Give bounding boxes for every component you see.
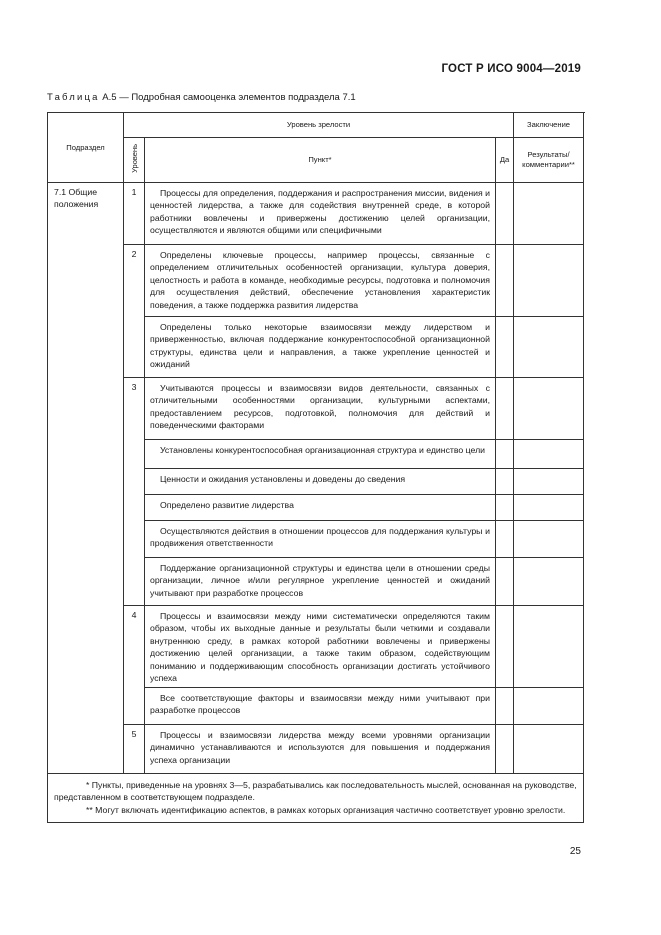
yes-cell[interactable] (496, 183, 514, 245)
item-cell: Поддержание организационной структуры и единства цели в отношении среды организации, личное и/или регулярное укрепление ценностей и ожиданий учитывают при разработке процессов (145, 558, 496, 606)
level-cell: 4 (124, 606, 145, 725)
item-cell: Определено развитие лидерства (145, 495, 496, 521)
yes-cell[interactable] (496, 606, 514, 688)
results-cell[interactable] (514, 440, 584, 469)
col-header-maturity: Уровень зрелости (124, 113, 514, 138)
header-row-bottom (48, 138, 584, 183)
level-cell: 1 (124, 183, 145, 245)
yes-cell[interactable] (496, 440, 514, 469)
table-row (48, 606, 584, 688)
col-header-subsection: Подраздел (48, 113, 124, 183)
item-cell: Определены ключевые процессы, например процессы, связанные с определением отличительных особенностей организации, культура доверия, целостность и работа в команде, необходимые ресурсы, подготовка и полномочия для осуществления действий, обеспечение установления характеристик поведения, а также поддержка развития лидерства (145, 245, 496, 317)
col-header-yes: Да (496, 138, 514, 183)
level-cell: 3 (124, 378, 145, 606)
yes-cell[interactable] (496, 317, 514, 378)
item-cell: Процессы и взаимосвязи лидерства между всеми уровнями организации динамично устанавливаются и используются для повышения и поддержания успеха организации (145, 725, 496, 774)
level-cell: 2 (124, 245, 145, 378)
results-cell[interactable] (514, 317, 584, 378)
self-assessment-table (47, 112, 584, 823)
table-caption-label: Таблица (47, 92, 100, 103)
yes-cell[interactable] (496, 245, 514, 317)
yes-cell[interactable] (496, 469, 514, 495)
results-cell[interactable] (514, 495, 584, 521)
col-header-level (124, 138, 145, 183)
item-cell: Ценности и ожидания установлены и доведены до сведения (145, 469, 496, 495)
col-header-item: Пункт* (145, 138, 496, 183)
item-cell: Осуществляются действия в отношении процессов для поддержания культуры и продвижения ответственности (145, 521, 496, 558)
footnote-2: ** Могут включать идентификацию аспектов, в рамках которых организация частично соответствует уровню зрелости. (86, 804, 566, 815)
subsection-cell: 7.1 Общие положения (48, 183, 124, 774)
table-row (48, 378, 584, 440)
results-cell[interactable] (514, 725, 584, 774)
footnotes-row (48, 774, 584, 823)
item-cell: Учитываются процессы и взаимосвязи видов деятельности, связанных с отличительными особенностями организации, культурными аспектами, предоставлением ресурсов, подготовкой, полномочия для действий и поведенческими факторами (145, 378, 496, 440)
results-cell[interactable] (514, 521, 584, 558)
table-caption-text: А.5 — Подробная самооценка элементов подраздела 7.1 (99, 92, 356, 103)
item-cell: Установлены конкурентоспособная организационная структура и единство цели (145, 440, 496, 469)
table-caption (47, 92, 356, 103)
yes-cell[interactable] (496, 495, 514, 521)
results-cell[interactable] (514, 469, 584, 495)
results-cell[interactable] (514, 558, 584, 606)
results-cell[interactable] (514, 606, 584, 688)
col-header-conclusion: Заключение (514, 113, 584, 138)
footnote-1: * Пункты, приведенные на уровнях 3—5, разрабатывались как последовательность мыслей, основанная на руководстве, представленном в соответствующем подразделе. (54, 780, 577, 803)
header-row-top (48, 113, 584, 138)
footnotes (48, 774, 584, 823)
col-header-results: Результаты/ комментарии** (514, 138, 584, 183)
yes-cell[interactable] (496, 725, 514, 774)
table-row (48, 183, 584, 245)
yes-cell[interactable] (496, 558, 514, 606)
results-cell[interactable] (514, 688, 584, 725)
item-cell: Все соответствующие факторы и взаимосвязи между ними учитывают при разработке процессов (145, 688, 496, 725)
page-number: 25 (569, 846, 581, 857)
results-cell[interactable] (514, 183, 584, 245)
table-row (48, 725, 584, 774)
yes-cell[interactable] (496, 521, 514, 558)
item-cell: Определены только некоторые взаимосвязи между лидерством и приверженностью, включая поддержание конкурентоспособной организационной структуры, единства цели и направления, а также укрепление ценностей и ожиданий (145, 317, 496, 378)
item-cell: Процессы и взаимосвязи между ними систематически определяются таким образом, чтобы их выходные данные и результаты были четкими и создавали внутреннюю среду, в рамках которой работники вовлечены и привержены достижению целей организации, а также таким образом, содействующим пониманию и поддерживающим способность организации достигать устойчивого успеха (145, 606, 496, 688)
results-cell[interactable] (514, 245, 584, 317)
yes-cell[interactable] (496, 688, 514, 725)
col-header-level-text: Уровень (129, 143, 139, 173)
results-cell[interactable] (514, 378, 584, 440)
document-code: ГОСТ Р ИСО 9004—2019 (441, 63, 581, 75)
item-cell: Процессы для определения, поддержания и распространения миссии, видения и ценностей лидерства, а также для содействия внутренней среде, в которой работники вовлечены и привержены достижению целей организации, осуществляются и являются общими или специфичными (145, 183, 496, 245)
level-cell: 5 (124, 725, 145, 774)
table-row (48, 245, 584, 317)
yes-cell[interactable] (496, 378, 514, 440)
